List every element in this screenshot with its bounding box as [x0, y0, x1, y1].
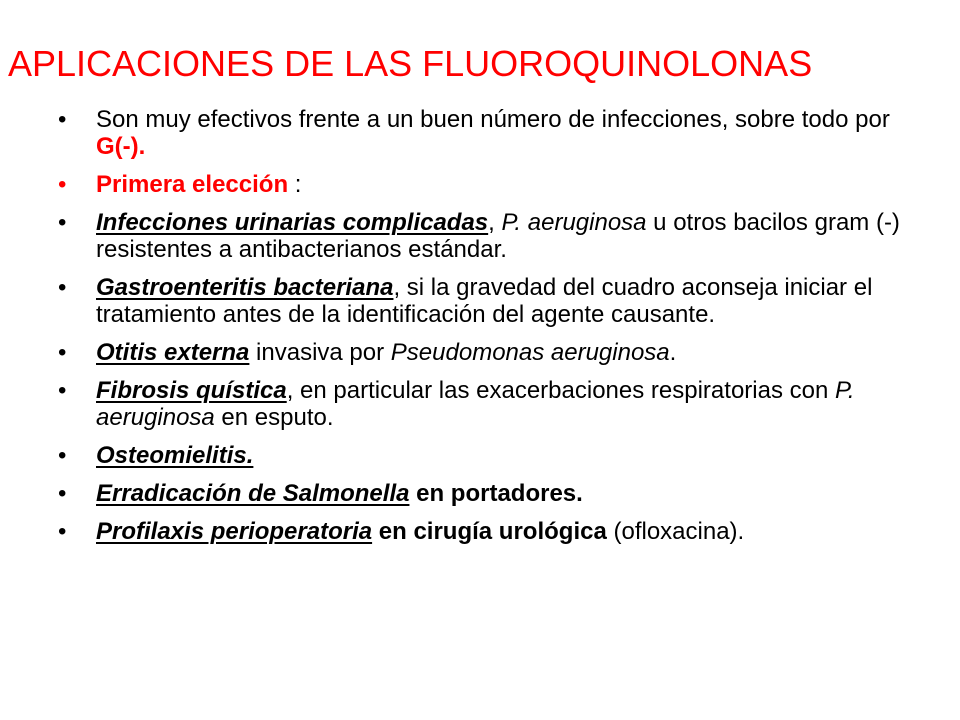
bullet-marker: • — [58, 274, 67, 301]
item-text: u otros bacilos gram (-) resistentes a antibacterianos estándar. — [96, 209, 900, 263]
bullet-item-primera-eleccion — [58, 171, 938, 198]
item-text: (ofloxacina). — [606, 518, 745, 545]
item-text: en portadores. — [409, 480, 583, 507]
item-text: . — [669, 339, 677, 366]
item-text: , — [488, 209, 502, 236]
item-term: Infecciones urinarias complicadas — [96, 209, 489, 236]
item-term: Fibrosis quística — [96, 377, 287, 404]
bullet-marker: • — [58, 442, 67, 469]
bullet-marker: • — [58, 339, 67, 366]
item-highlight: G(-). — [96, 133, 146, 160]
bullet-marker: • — [58, 209, 67, 236]
item-species: P. aeruginosa — [501, 209, 647, 236]
item-text: , en particular las exacerbaciones respiratorias con — [286, 377, 835, 404]
bullet-item-gastroenteritis — [58, 274, 938, 328]
item-highlight: Primera elección — [96, 171, 289, 198]
item-text: Son muy efectivos frente a un buen número de infecciones, sobre todo por — [96, 106, 890, 133]
bullet-item-osteomielitis — [58, 442, 938, 469]
slide-title: APLICACIONES DE LAS FLUOROQUINOLONAS — [8, 43, 813, 84]
item-text: en esputo. — [214, 404, 334, 431]
bullet-marker: • — [58, 480, 67, 507]
bullet-item-otitis-externa — [58, 339, 938, 366]
item-species: Pseudomonas aeruginosa — [390, 339, 670, 366]
bullet-item-profilaxis — [58, 518, 938, 545]
bullet-item-efectivos — [58, 106, 938, 160]
item-species: P. aeruginosa — [96, 377, 855, 431]
bullet-marker: • — [58, 518, 67, 545]
item-term: Erradicación de Salmonella — [96, 480, 410, 507]
bullet-marker: • — [58, 171, 67, 198]
bullet-item-infecciones-urinarias — [58, 209, 938, 263]
item-term: Osteomielitis. — [96, 442, 254, 469]
item-text: en cirugía urológica — [372, 518, 607, 545]
item-text: , si la gravedad del cuadro aconseja iniciar el tratamiento antes de la identificación del agente causante. — [96, 274, 873, 328]
item-term: Gastroenteritis bacteriana — [96, 274, 394, 301]
item-term: Otitis externa — [96, 339, 250, 366]
bullet-item-fibrosis-quistica — [58, 377, 938, 431]
item-text: invasiva por — [249, 339, 391, 366]
bullet-item-erradicacion-salmonella — [58, 480, 938, 507]
bullet-list — [58, 106, 938, 556]
item-term: Profilaxis perioperatoria — [96, 518, 373, 545]
bullet-marker: • — [58, 377, 67, 404]
item-text: : — [288, 171, 302, 198]
bullet-marker: • — [58, 106, 67, 133]
